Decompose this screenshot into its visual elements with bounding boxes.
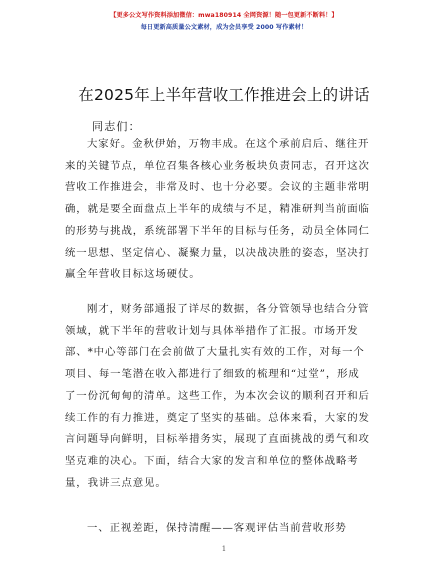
paragraph-line: 来的关键节点，单位召集各核心业务板块负责同志，召开这次 (65, 159, 370, 172)
promo-banner-line-2: 每日更新高质量公文素材，成为会员享受 2000 写作素材！ (140, 24, 308, 31)
salutation: 同志们： (92, 120, 141, 133)
paragraph-line: 统一思想、坚定信心、凝聚力量，以决战决胜的姿态，坚决打 (65, 246, 370, 259)
paragraph-2 (65, 299, 383, 494)
paragraph-line: 部、*中心等部门在会前做了大量扎实有效的工作，对每一个 (65, 346, 365, 359)
paragraph-line: 量，我讲三点意见。 (65, 476, 167, 489)
paragraph-line: 项目、每一笔潜在收入都进行了细致的梳理和“过堂”，形成 (65, 368, 360, 381)
paragraph-line: 领域，就下半年的营收计划与具体举措作了汇报。市场开发 (65, 324, 359, 337)
section-heading-1: 一、正视差距，保持清醒——客观评估当前营收形势 (87, 522, 347, 534)
paragraph-1 (65, 134, 383, 286)
paragraph-line: 了一份沉甸甸的清单。这些工作，为本次会议的顺利召开和后 (65, 389, 370, 402)
paragraph-line: 确，就是要全面盘点上半年的成绩与不足，精准研判当前面临 (65, 203, 370, 216)
paragraph-line: 的形势与挑战，系统部署下半年的目标与任务，动员全体同仁 (65, 224, 370, 237)
paragraph-line: 赢全年营收目标这场硬仗。 (65, 268, 201, 281)
paragraph-line: 刚才，财务部通报了详尽的数据，各分管领导也结合分管 (87, 303, 370, 315)
document-title: 在2025年上半年营收工作推进会上的讲话 (78, 86, 370, 104)
page-number: 1 (221, 545, 227, 553)
paragraph-line: 营收工作推进会，非常及时、也十分必要。会议的主题非常明 (65, 181, 370, 194)
paragraph-line: 坚克难的决心。下面，结合大家的发言和单位的整体战略考 (65, 454, 359, 467)
paragraph-line: 大家好。金秋伊始，万物丰成。在这个承前启后、继往开 (87, 138, 370, 150)
paragraph-line: 续工作的有力推进，奠定了坚实的基础。总体来看，大家的发 (65, 411, 370, 424)
promo-banner-line-1: 【更多公文写作资料添加微信：mwa180914 全网资源！随一包更新不断料！】 (110, 12, 338, 19)
paragraph-line: 言问题导向鲜明，目标举措务实，展现了直面挑战的勇气和攻 (65, 433, 370, 446)
